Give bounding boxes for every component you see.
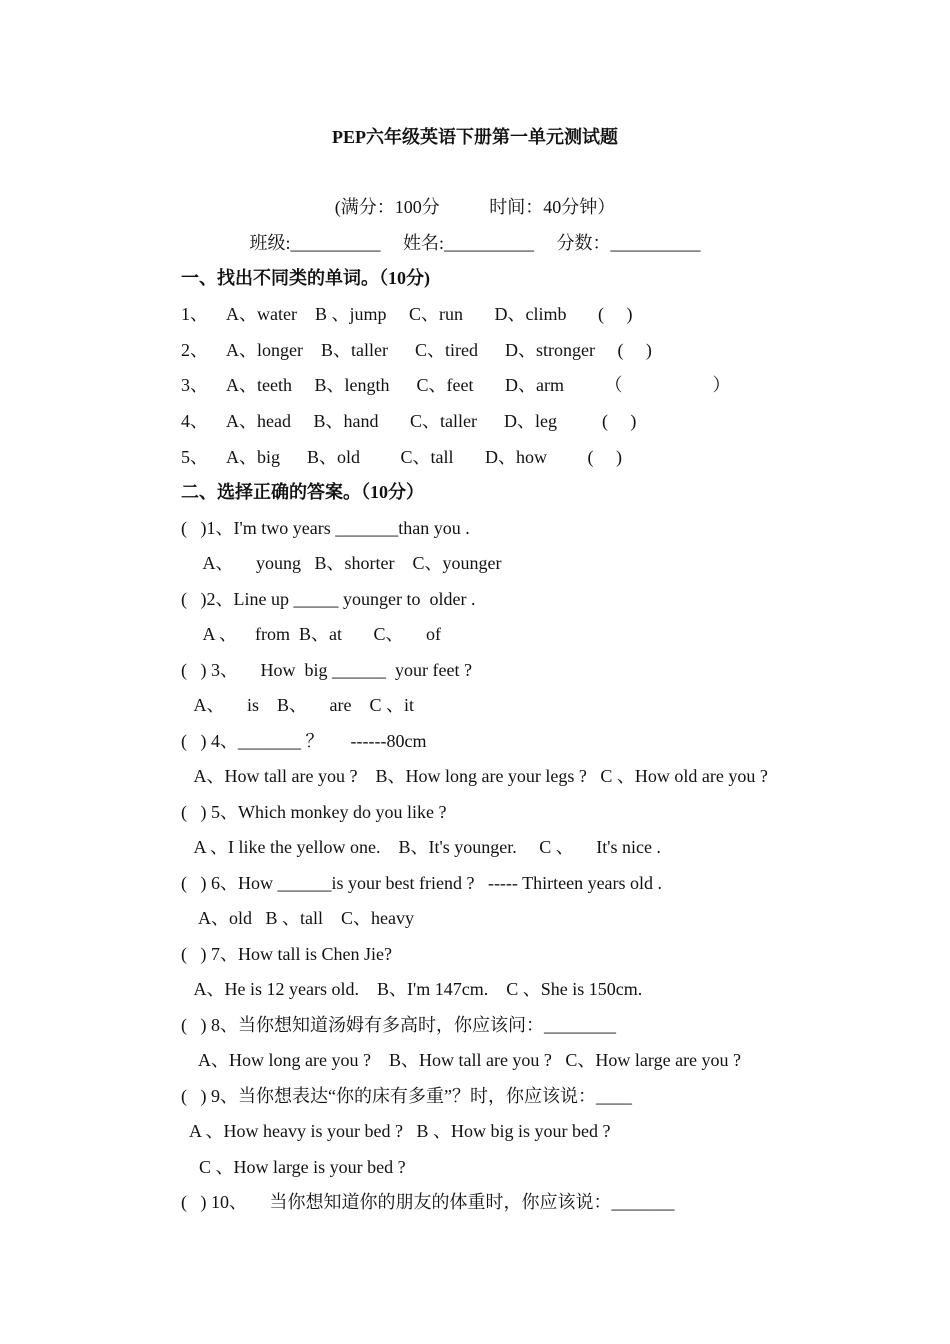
section1-heading: 一、找出不同类的单词。（10分) bbox=[181, 268, 430, 288]
question-line: 1、 A、water B 、jump C、run D、climb ( ) bbox=[181, 304, 633, 324]
section2-heading: 二、选择正确的答案。（10分） bbox=[181, 482, 424, 502]
question-line: ( ) 6、How ______is your best friend ? ----- Thirteen years old . bbox=[181, 873, 663, 893]
question-line: ( )1、I'm two years _______than you . bbox=[181, 518, 470, 538]
question-line: ( ) 7、How tall is Chen Jie? bbox=[181, 944, 392, 964]
option-line: A 、I like the yellow one. B、It's younger. C 、 It's nice . bbox=[181, 837, 661, 857]
option-line: A、He is 12 years old. B、I'm 147cm. C 、She is 150cm. bbox=[181, 979, 643, 999]
question-line: ( ) 3、 How big ______ your feet ? bbox=[181, 660, 472, 680]
question-line: ( ) 4、_______ ？ ------80cm bbox=[181, 731, 427, 751]
option-line: A、How tall are you ? B、How long are your legs ? C 、How old are you ? bbox=[181, 766, 768, 786]
option-line: A、 is B、 are C 、it bbox=[181, 695, 414, 715]
question-line: ( ) 5、Which monkey do you like ? bbox=[181, 802, 447, 822]
option-line: A、old B 、tall C、heavy bbox=[181, 908, 414, 928]
option-line: A、How long are you ? B、How tall are you ? C、How large are you ? bbox=[181, 1050, 742, 1070]
option-line: A、 young B、shorter C、younger bbox=[181, 553, 502, 573]
question-line: ( ) 9、当你想表达“你的床有多重”？时，你应该说：____ bbox=[181, 1086, 632, 1106]
score-time-line: (满分：100分 时间：40分钟） bbox=[334, 197, 616, 217]
question-line: ( ) 8、当你想知道汤姆有多高时，你应该问：________ bbox=[181, 1015, 616, 1035]
question-line: ( )2、Line up _____ younger to older . bbox=[181, 589, 476, 609]
question-line: 2、 A、longer B、taller C、tired D、stronger ( ) bbox=[181, 340, 652, 360]
question-line: 4、 A、head B、hand C、taller D、leg ( ) bbox=[181, 411, 637, 431]
student-info-line: 班级:__________ 姓名:__________ 分数：__________ bbox=[249, 233, 701, 253]
option-line: A 、 from B、at C、 of bbox=[181, 624, 441, 644]
option-line: A 、How heavy is your bed ? B 、How big is your bed ? bbox=[181, 1121, 611, 1141]
question-line: 3、 A、teeth B、length C、feet D、arm （ ） bbox=[181, 375, 731, 395]
page-title: PEP六年级英语下册第一单元测试题 bbox=[332, 127, 618, 147]
question-line: 5、 A、big B、old C、tall D、how ( ) bbox=[181, 447, 622, 467]
option-line: C 、How large is your bed ? bbox=[181, 1157, 406, 1177]
question-line: ( ) 10、 当你想知道你的朋友的体重时，你应该说：_______ bbox=[181, 1192, 675, 1212]
